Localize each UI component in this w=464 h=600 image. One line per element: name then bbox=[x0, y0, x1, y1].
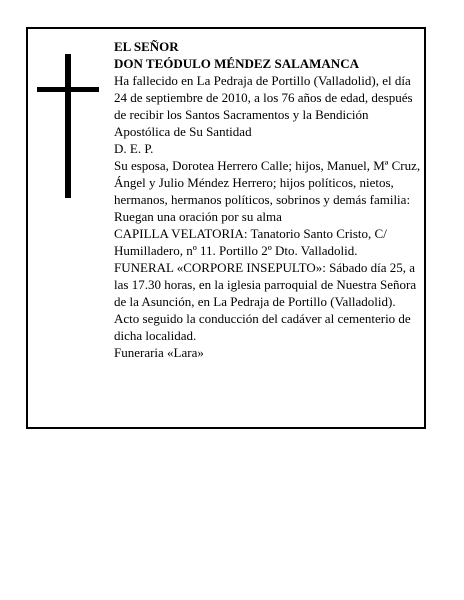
chapel-info: CAPILLA VELATORIA: Tanatorio Santo Cristo, C/ Humilladero, nº 11. Portillo 2º Dto. Valladolid. bbox=[114, 226, 387, 258]
funeral-home: Funeraria «Lara» bbox=[114, 345, 204, 360]
funeral-info: FUNERAL «CORPORE INSEPULTO»: Sábado día 25, a las 17.30 horas, en la iglesia parroquial de Nuestra Señora de la Asunción, en La Pedraja de Portillo (Valladolid). Acto seguido la conducción del cadáver al cementerio de dicha localidad. bbox=[114, 260, 417, 343]
dep-abbreviation: D. E. P. bbox=[114, 141, 154, 156]
cross-vertical-bar bbox=[65, 54, 71, 198]
prayer-request: Ruegan una oración por su alma bbox=[114, 209, 282, 224]
deceased-title: EL SEÑOR bbox=[114, 39, 179, 54]
family-list: Su esposa, Dorotea Herrero Calle; hijos, Manuel, Mª Cruz, Ángel y Julio Méndez Herrero; hijos políticos, nietos, hermanos, hermanos políticos, sobrinos y demás familia: bbox=[114, 158, 421, 207]
cross-horizontal-bar bbox=[37, 87, 99, 92]
cross-icon bbox=[37, 54, 99, 198]
notice-text bbox=[114, 38, 422, 361]
deceased-name: DON TEÓDULO MÉNDEZ SALAMANCA bbox=[114, 56, 359, 71]
death-announcement: Ha fallecido en La Pedraja de Portillo (Valladolid), el día 24 de septiembre de 2010, a los 76 años de edad, después de recibir los Santos Sacramentos y la Bendición Apostólica de Su Santidad bbox=[114, 73, 413, 139]
